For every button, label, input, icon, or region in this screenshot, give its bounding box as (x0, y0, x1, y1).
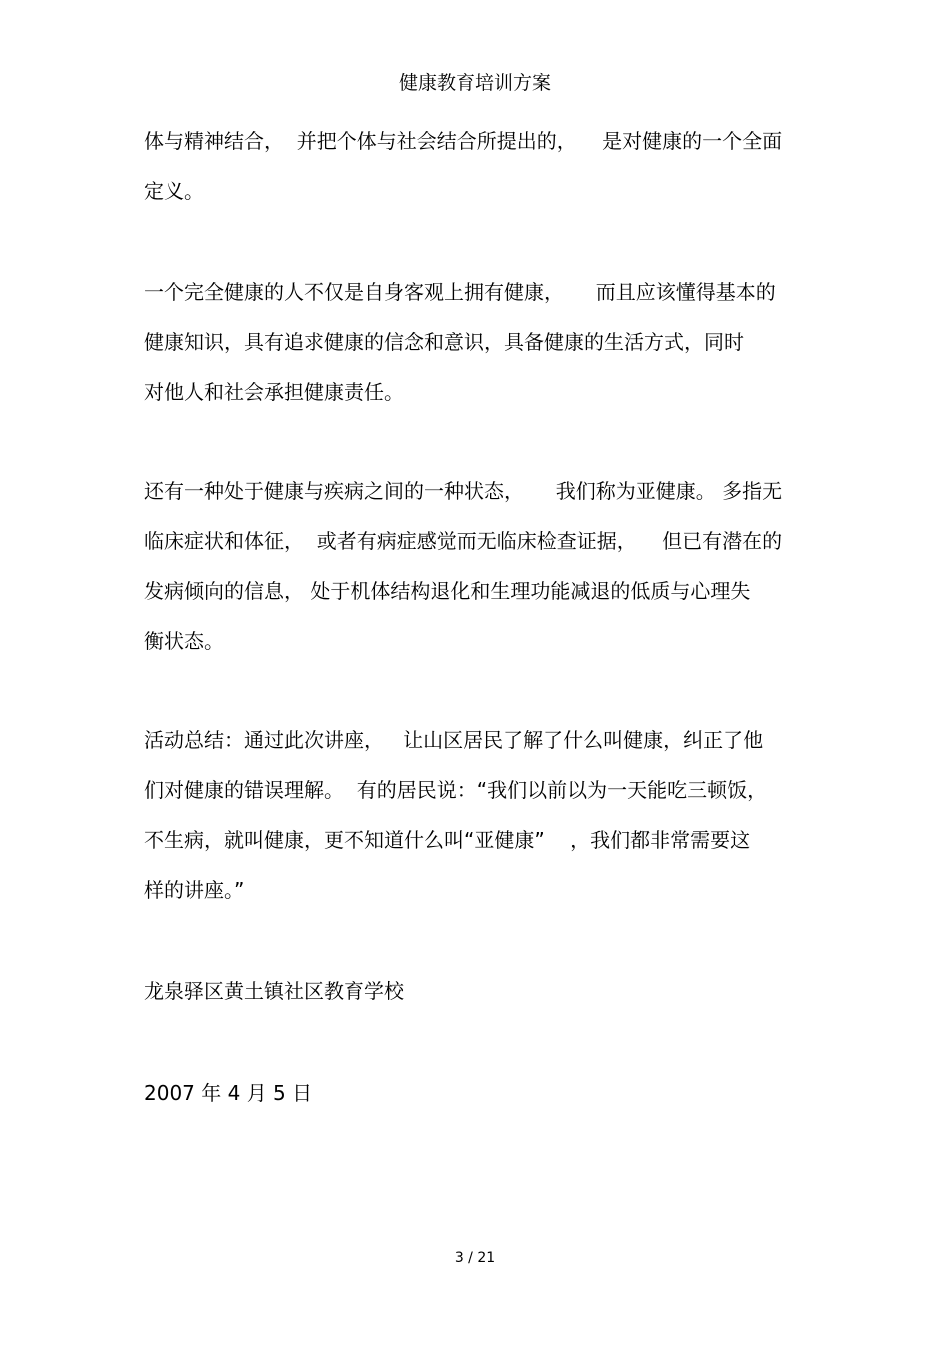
paragraph-4-line-3: 不生病，就叫健康，更不知道什么叫“亚健康” ，我们都非常需要这 (144, 828, 751, 852)
paragraph-3-line-4: 衡状态。 (144, 629, 224, 653)
running-header-title: 健康教育培训方案 (398, 72, 551, 94)
signature-date: 2007 年 4 月 5 日 (144, 1081, 313, 1105)
paragraph-3-line-2: 临床症状和体征， 或者有病症感觉而无临床检查证据， 但已有潜在的 (144, 529, 783, 553)
paragraph-2-line-3: 对他人和社会承担健康责任。 (144, 380, 404, 404)
page-number: 3 / 21 (454, 1250, 496, 1266)
paragraph-4-line-2: 们对健康的错误理解。 有的居民说：“我们以前以为一天能吃三顿饭， (144, 778, 768, 802)
paragraph-1-line-2: 定义。 (144, 179, 204, 203)
paragraph-2-line-2: 健康知识，具有追求健康的信念和意识，具备健康的生活方式，同时 (144, 330, 744, 354)
paragraph-3-line-3: 发病倾向的信息， 处于机体结构退化和生理功能减退的低质与心理失 (144, 579, 751, 603)
paragraph-4-line-1: 活动总结：通过此次讲座， 让山区居民了解了什么叫健康，纠正了他 (144, 728, 764, 752)
signature-organization: 龙泉驿区黄土镇社区教育学校 (144, 979, 404, 1003)
paragraph-3-line-1: 还有一种处于健康与疾病之间的一种状态， 我们称为亚健康。 多指无 (144, 479, 783, 503)
paragraph-2-line-1: 一个完全健康的人不仅是自身客观上拥有健康， 而且应该懂得基本的 (144, 280, 776, 304)
paragraph-4-line-4: 样的讲座。” (144, 878, 245, 902)
paragraph-1-line-1: 体与精神结合， 并把个体与社会结合所提出的， 是对健康的一个全面 (144, 129, 783, 153)
